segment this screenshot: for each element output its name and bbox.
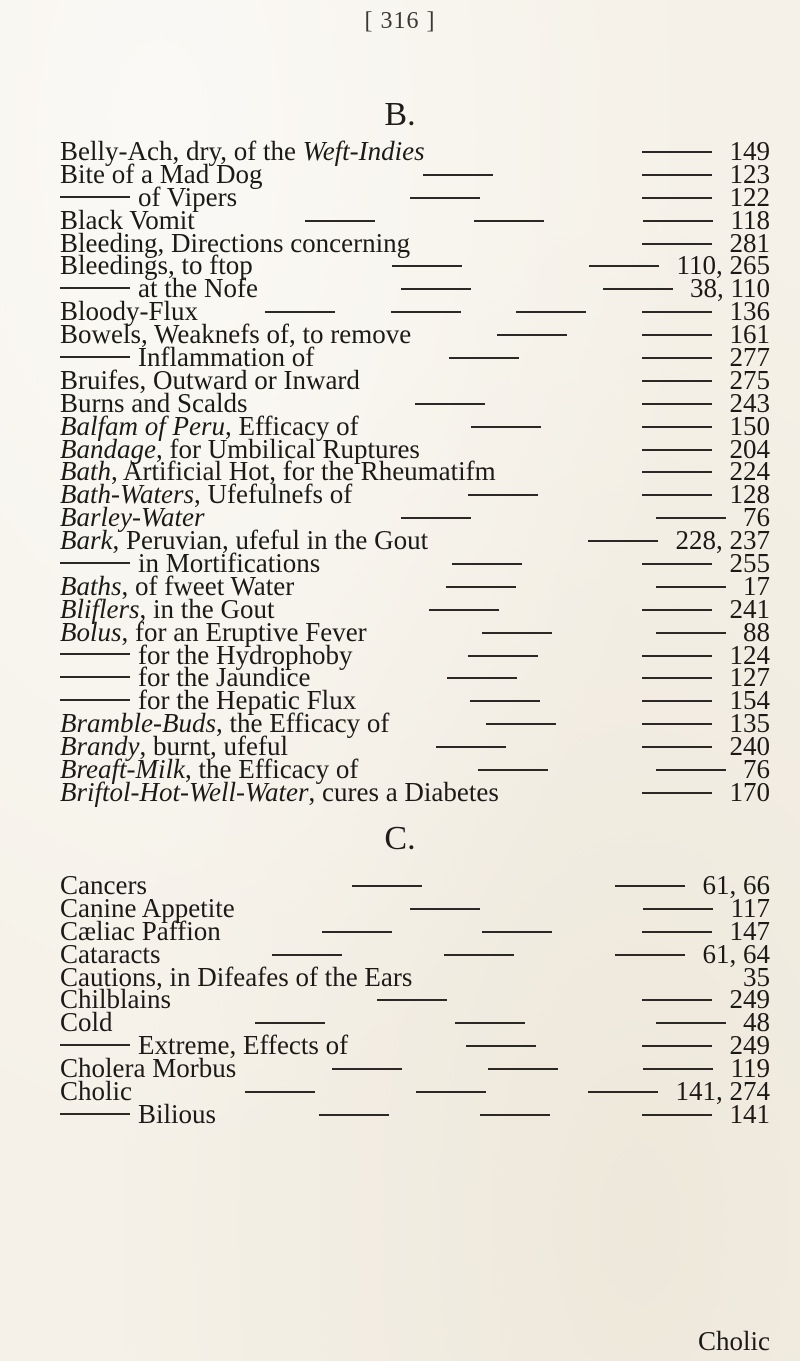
leader-dash — [466, 1045, 536, 1047]
leader-dash — [436, 746, 506, 748]
leader-dash — [603, 288, 673, 290]
entry-pages: 249 — [729, 984, 770, 1015]
leader-dash — [392, 265, 462, 267]
entry-text: Chilblains — [60, 984, 172, 1015]
index-list — [60, 136, 770, 807]
leader-dash — [377, 999, 447, 1001]
leader-dash — [642, 197, 712, 199]
entry-pages: 241 — [729, 593, 770, 624]
entry-pages: 141 — [729, 1098, 770, 1129]
leader-dash — [401, 288, 471, 290]
leader-dash — [642, 1045, 712, 1047]
leader-dash — [474, 220, 544, 222]
entry-text: in Mortifications — [138, 548, 321, 579]
index-list — [60, 870, 770, 1129]
entry-pages: 17 — [743, 570, 770, 601]
index-entry — [60, 984, 770, 1015]
leader-dash — [642, 403, 712, 405]
entry-heading — [60, 1098, 217, 1129]
leader-dash — [322, 931, 392, 933]
leader-dash — [643, 220, 713, 222]
entry-text: Bleedings, to ftop — [60, 250, 253, 281]
ditto-rule — [60, 1113, 130, 1115]
leader-dash — [332, 1068, 402, 1070]
entry-pages: 127 — [729, 662, 770, 693]
entry-italic: Briftol-Hot-Well-Water — [60, 776, 309, 807]
ditto-rule — [60, 356, 130, 358]
leader-dash — [642, 151, 712, 153]
entry-italic: Bramble-Buds — [60, 708, 216, 739]
entry-text-after: , burnt, ufeful — [139, 731, 288, 762]
entry-italic: Balfam of Peru — [60, 410, 225, 441]
leader-dash — [642, 1114, 712, 1116]
entry-text: Belly-Ach, dry, of the — [60, 136, 303, 166]
leader-dash — [423, 174, 493, 176]
entry-pages: 48 — [743, 1007, 770, 1038]
leader-dash — [486, 723, 556, 725]
entry-text: Cold — [60, 1007, 113, 1038]
entry-pages: 224 — [729, 456, 770, 487]
leader-dash — [444, 954, 514, 956]
entry-italic: Breaft-Milk — [60, 754, 185, 785]
entry-pages: 204 — [729, 433, 770, 464]
entry-text: for the Hepatic Flux — [138, 685, 357, 716]
leader-dash — [642, 609, 712, 611]
entry-text: of Vipers — [138, 181, 238, 212]
entry-text: at the Nofe — [138, 273, 258, 304]
entry-text: Cancers — [60, 870, 147, 900]
entry-text-after: , the Efficacy of — [184, 754, 359, 785]
entry-pages: 228, 237 — [675, 525, 770, 556]
ditto-rule — [60, 653, 130, 655]
entry-pages: 150 — [729, 410, 770, 441]
entry-text-after: , for an Eruptive Fever — [121, 616, 367, 647]
entry-text: Burns and Scalds — [60, 387, 248, 418]
entry-pages: 88 — [743, 616, 770, 647]
entry-pages: 35 — [743, 961, 770, 992]
leader-dash — [588, 540, 658, 542]
entry-pages: 128 — [729, 479, 770, 510]
entry-pages: 255 — [729, 548, 770, 579]
index-entry — [60, 1053, 770, 1084]
entry-pages: 136 — [729, 296, 770, 327]
index-entry — [60, 776, 770, 807]
entry-pages: 277 — [729, 342, 770, 373]
leader-dash — [642, 700, 712, 702]
entry-text-after: , for Umbilical Ruptures — [155, 433, 420, 464]
leader-dash — [455, 1022, 525, 1024]
ditto-rule — [60, 676, 130, 678]
leader-dash — [642, 563, 712, 565]
entry-pages: 76 — [743, 502, 770, 533]
entry-text: Bloody-Flux — [60, 296, 199, 327]
entry-text-after: , Ufefulnefs of — [194, 479, 353, 510]
leader-dash — [468, 655, 538, 657]
entry-text: Bruifes, Outward or Inward — [60, 364, 360, 395]
leader-dash — [352, 885, 422, 887]
leader-dash — [642, 311, 712, 313]
leader-dash — [642, 449, 712, 451]
section-letter: C. — [384, 820, 416, 857]
entry-heading — [60, 776, 499, 807]
entry-pages: 123 — [729, 158, 770, 189]
leader-dash — [643, 1068, 713, 1070]
leader-dash — [642, 999, 712, 1001]
page-number: [ 316 ] — [364, 8, 436, 34]
leader-dash — [265, 311, 335, 313]
entry-pages: 170 — [729, 776, 770, 807]
leader-dash — [410, 197, 480, 199]
entry-heading — [60, 1007, 113, 1038]
entry-text: Black Vomit — [60, 204, 195, 235]
catchword: Cholic — [698, 1326, 770, 1356]
entry-pages: 117 — [730, 892, 770, 923]
entry-pages: 161 — [729, 319, 770, 350]
leader-dash — [255, 1022, 325, 1024]
leader-dash — [272, 954, 342, 956]
leader-dash — [642, 655, 712, 657]
leader-dash — [615, 954, 685, 956]
ditto-rule — [60, 287, 130, 289]
leader-dash — [482, 931, 552, 933]
entry-pages: 149 — [729, 136, 770, 166]
leader-dash — [470, 700, 540, 702]
leader-dash — [642, 471, 712, 473]
leader-dash — [482, 632, 552, 634]
entry-pages: 119 — [730, 1053, 770, 1084]
entry-text-after: , cures a Diabetes — [308, 776, 499, 807]
leader-dash — [656, 586, 726, 588]
entry-text: Extreme, Effects of — [138, 1030, 349, 1061]
entry-text: Bowels, Weaknefs of, to remove — [60, 319, 412, 350]
entry-text-after: , of fweet Water — [121, 570, 295, 601]
leader-dash — [656, 1022, 726, 1024]
leader-dash — [516, 311, 586, 313]
leader-dash — [305, 220, 375, 222]
leader-dash — [642, 243, 712, 245]
leader-dash — [449, 357, 519, 359]
leader-dash — [319, 1114, 389, 1116]
leader-dash — [642, 357, 712, 359]
ditto-rule — [60, 562, 130, 564]
entry-pages: 141, 274 — [675, 1076, 770, 1107]
ditto-rule — [60, 699, 130, 701]
entry-pages: 135 — [729, 708, 770, 739]
leader-dash — [642, 494, 712, 496]
leader-dash — [589, 265, 659, 267]
leader-dash — [415, 403, 485, 405]
leader-dash — [642, 723, 712, 725]
entry-text-after: , in the Gout — [139, 593, 275, 624]
index-entry — [60, 915, 770, 946]
leader-dash — [446, 586, 516, 588]
leader-dash — [410, 908, 480, 910]
entry-text: Bilious — [138, 1098, 217, 1129]
ditto-rule — [60, 196, 130, 198]
entry-text: Cholic — [60, 1076, 132, 1107]
entry-italic: Bath-Waters — [60, 479, 194, 510]
leader-dash — [615, 885, 685, 887]
entry-heading — [60, 1076, 132, 1107]
entry-pages: 154 — [729, 685, 770, 716]
entry-text-after: , Efficacy of — [224, 410, 359, 441]
entry-pages: 118 — [730, 204, 770, 235]
entry-pages: 281 — [729, 227, 770, 258]
leader-dash — [642, 380, 712, 382]
entry-pages: 275 — [729, 364, 770, 395]
entry-italic: Barley-Water — [60, 502, 205, 533]
entry-italic: Bark — [60, 525, 113, 556]
leader-dash — [488, 1068, 558, 1070]
leader-dash — [642, 746, 712, 748]
entry-text: Cataracts — [60, 938, 161, 969]
leader-dash — [656, 769, 726, 771]
entry-text: Cholera Morbus — [60, 1053, 237, 1084]
entry-text: Inflammation of — [138, 342, 315, 373]
entry-text: Cæliac Paffion — [60, 915, 221, 946]
entry-italic: Brandy — [60, 731, 140, 762]
entry-italic: Baths — [60, 570, 122, 601]
leader-dash — [642, 677, 712, 679]
entry-pages: 38, 110 — [690, 273, 770, 304]
leader-dash — [643, 908, 713, 910]
entry-pages: 240 — [729, 731, 770, 762]
section-letter: B. — [384, 96, 416, 133]
entry-pages: 147 — [729, 915, 770, 946]
leader-dash — [468, 494, 538, 496]
leader-dash — [642, 174, 712, 176]
entry-text-after: , the Efficacy of — [215, 708, 390, 739]
leader-dash — [401, 517, 471, 519]
leader-dash — [642, 792, 712, 794]
leader-dash — [642, 931, 712, 933]
entry-pages: 61, 64 — [702, 938, 770, 969]
entry-text: Bite of a Mad Dog — [60, 158, 263, 189]
leader-dash — [471, 426, 541, 428]
leader-dash — [452, 563, 522, 565]
entry-text-after: , Peruvian, ufeful in the Gout — [112, 525, 429, 556]
entry-text: for the Jaundice — [138, 662, 311, 693]
entry-text: for the Hydrophoby — [138, 639, 353, 670]
leader-dash — [245, 1091, 315, 1093]
entry-italic: Bliflers — [60, 593, 140, 624]
leader-dash — [642, 334, 712, 336]
index-entry — [60, 1098, 770, 1129]
leader-dash — [478, 769, 548, 771]
leader-dash — [447, 677, 517, 679]
leader-dash — [497, 334, 567, 336]
entry-pages: 61, 66 — [702, 870, 770, 900]
entry-pages: 110, 265 — [676, 250, 770, 281]
leader-dash — [656, 632, 726, 634]
entry-italic: Bath — [60, 456, 111, 487]
leader-dash — [588, 1091, 658, 1093]
entry-pages: 76 — [743, 754, 770, 785]
entry-pages: 122 — [729, 181, 770, 212]
ditto-rule — [60, 1044, 130, 1046]
entry-pages: 124 — [729, 639, 770, 670]
leader-dash — [429, 609, 499, 611]
leader-dash — [642, 426, 712, 428]
entry-text: Cautions, in Difeafes of the Ears — [60, 961, 413, 992]
entry-text: Bleeding, Directions concerning — [60, 227, 411, 258]
entry-pages: 249 — [729, 1030, 770, 1061]
entry-text: Canine Appetite — [60, 892, 235, 923]
entry-text-after: , Artificial Hot, for the Rheumatifm — [111, 456, 496, 487]
entry-pages: 243 — [729, 387, 770, 418]
entry-italic: Weft-Indies — [302, 136, 425, 166]
entry-italic: Bandage — [60, 433, 156, 464]
leader-dash — [416, 1091, 486, 1093]
leader-dash — [480, 1114, 550, 1116]
entry-italic: Bolus — [60, 616, 122, 647]
leader-dash — [656, 517, 726, 519]
leader-dash — [391, 311, 461, 313]
